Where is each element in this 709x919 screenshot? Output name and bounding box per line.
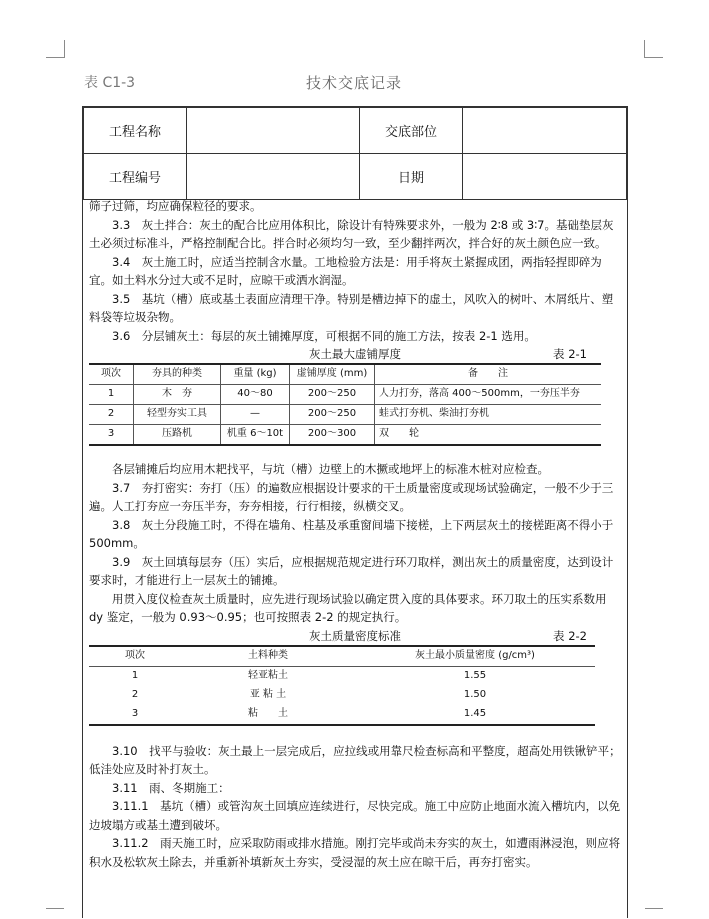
paragraph: 3.3 灰土拌合：灰土的配合比应用体积比，除设计有特殊要求外，一般为 2∶8 或 3∶7。基础垫层灰土必须过标准斗，严格控制配合比。拌合时必须均匀一致，至少翻拌两次，拌合好的灰土颜色应一致。 xyxy=(89,217,614,250)
crop-mark-top-left-v xyxy=(64,40,65,58)
paragraph: 用贯入度仪检查灰土质量时，应先进行现场试验以确定贯入度的具体要求。环刀取土的压实系数用 dy 鉴定，一般为 0.93～0.95；也可按照表 2-2 的规定执行。 xyxy=(89,591,607,624)
date-field[interactable] xyxy=(463,154,627,200)
table-row xyxy=(89,666,595,686)
paragraph: 3.5 基坑（槽）底或基土表面应清理干净。特别是槽边掉下的虚土，风吹入的树叶、木屑纸片、塑料袋等垃圾杂物。 xyxy=(89,291,614,324)
table1-cell: 200～300 xyxy=(290,425,375,446)
table2-cell: 粘 土 xyxy=(248,707,288,719)
table1-caption xyxy=(83,345,627,363)
table2-number: 表 2-2 xyxy=(553,628,587,643)
table2-cell: 3 xyxy=(131,707,139,719)
table1-cell: 1 xyxy=(89,385,134,405)
location-field[interactable] xyxy=(463,108,627,154)
table2-cell: 1.50 xyxy=(463,688,487,700)
table2-header: 土料种类 xyxy=(181,646,355,667)
table2-cell: 1 xyxy=(131,669,139,681)
loose-thickness-table xyxy=(89,363,601,446)
table1-title: 灰土最大虚铺厚度 xyxy=(309,347,401,361)
table2-title: 灰土质量密度标准 xyxy=(309,628,401,643)
crop-mark-bottom-right-h xyxy=(645,908,663,909)
table2-cell: 1.55 xyxy=(463,669,487,681)
paragraph: 3.4 灰土施工时，应适当控制含水量。工地检验方法是：用手将灰土紧握成团，两指轻捏即碎为宜。如土料水分过大或不足时，应晾干或洒水润湿。 xyxy=(89,254,602,287)
table1-cell: 3 xyxy=(89,425,134,446)
table1-cell: 双 轮 xyxy=(379,428,419,440)
paragraph: 3.8 灰土分段施工时，不得在墙角、柱基及承重窗间墙下接槎，上下两层灰土的接槎距离不得小于 500mm。 xyxy=(89,517,614,550)
table-row xyxy=(89,385,601,405)
table2-cell: 1.45 xyxy=(463,707,487,719)
table1-cell: — xyxy=(221,405,290,425)
table2-header: 灰土最小质量密度 (g/cm³) xyxy=(355,646,595,667)
table1-cell: 200～250 xyxy=(290,405,375,425)
crop-mark-top-left-h xyxy=(46,57,64,58)
table2-caption xyxy=(83,627,627,645)
crop-mark-bottom-left-h xyxy=(46,908,64,909)
paragraph: 各层铺摊后均应用木耙找平，与坑（槽）边壁上的木撅或地坪上的标准木桩对应检查。 xyxy=(112,462,549,476)
table1-cell: 压路机 xyxy=(134,425,221,446)
date-label: 日期 xyxy=(360,154,463,200)
table1-header: 虚铺厚度 (mm) xyxy=(290,364,375,385)
table-row xyxy=(89,705,595,725)
paragraph: 3.7 夯打密实：夯打（压）的遍数应根据设计要求的干土质量密度或现场试验确定，一般不少于三遍。人工打夯应一夯压半夯，夯夯相接，行行相接，纵横交叉。 xyxy=(89,480,614,513)
record-frame xyxy=(82,106,628,918)
info-table xyxy=(83,107,627,200)
page-title: 技术交底记录 xyxy=(306,74,403,92)
paragraph: 筛子过筛，均应确保粒径的要求。 xyxy=(89,199,262,213)
paragraph: 3.11.1 基坑（槽）或管沟灰土回填应连续进行，尽快完成。施工中应防止地面水流入槽坑内，以免边坡塌方或基土遭到破坏。 xyxy=(89,799,621,832)
paragraph: 3.11.2 雨天施工时，应采取防雨或排水措施。刚打完毕或尚未夯实的灰土，如遭雨淋浸泡，则应将积水及松软灰土除去，并重新补填新灰土夯实，受浸湿的灰土应在晾干后，再夯打密实。 xyxy=(89,836,621,869)
paragraph: 3.9 灰土回填每层夯（压）实后，应根据规范规定进行环刀取样，测出灰土的质量密度，达到设计要求时，才能进行上一层灰土的铺摊。 xyxy=(89,554,614,587)
paragraph: 3.11 雨、冬期施工： xyxy=(112,780,230,795)
project-no-field[interactable] xyxy=(187,154,360,200)
table1-cell: 轻型夯实工具 xyxy=(134,405,221,425)
paragraph: 3.10 找平与验收：灰土最上一层完成后，应拉线或用靠尺检查标高和平整度，超高处用铁锹铲平；低洼处应及时补打灰土。 xyxy=(89,743,621,776)
table1-number: 表 2-1 xyxy=(553,347,587,361)
project-name-label: 工程名称 xyxy=(84,108,187,154)
location-label: 交底部位 xyxy=(360,108,463,154)
form-number: 表 C1-3 xyxy=(84,75,136,91)
density-standard-table xyxy=(89,645,595,726)
table1-cell: 木 夯 xyxy=(134,385,221,405)
crop-mark-top-right-h xyxy=(645,57,663,58)
table-row xyxy=(89,425,601,446)
table1-cell: 人力打夯，落高 400～500mm，一夯压半夯 xyxy=(375,385,602,405)
paragraph: 3.6 分层铺灰土：每层的灰土铺摊厚度，可根据不同的施工方法，按表 2-1 选用。 xyxy=(112,328,536,343)
table1-header: 夯具的种类 xyxy=(134,364,221,385)
table1-cell: 40～80 xyxy=(221,385,290,405)
table1-cell: 2 xyxy=(89,405,134,425)
crop-mark-top-right-v xyxy=(644,40,645,58)
project-no-label: 工程编号 xyxy=(84,154,187,200)
table2-cell: 2 xyxy=(131,688,139,700)
table1-header: 项次 xyxy=(89,364,134,385)
table1-cell: 蛙式打夯机、柴油打夯机 xyxy=(375,405,602,425)
table1-cell: 机重 6～10t xyxy=(221,425,290,446)
content-body xyxy=(83,197,627,871)
table-row xyxy=(89,686,595,705)
table1-header: 备 注 xyxy=(375,364,602,385)
table1-header: 重量 (kg) xyxy=(221,364,290,385)
table2-header: 项次 xyxy=(89,646,181,667)
table2-cell: 亚 粘 土 xyxy=(249,688,287,700)
table2-cell: 轻亚粘土 xyxy=(248,669,288,681)
table-row xyxy=(89,405,601,425)
table1-cell: 200～250 xyxy=(290,385,375,405)
project-name-field[interactable] xyxy=(187,108,360,154)
